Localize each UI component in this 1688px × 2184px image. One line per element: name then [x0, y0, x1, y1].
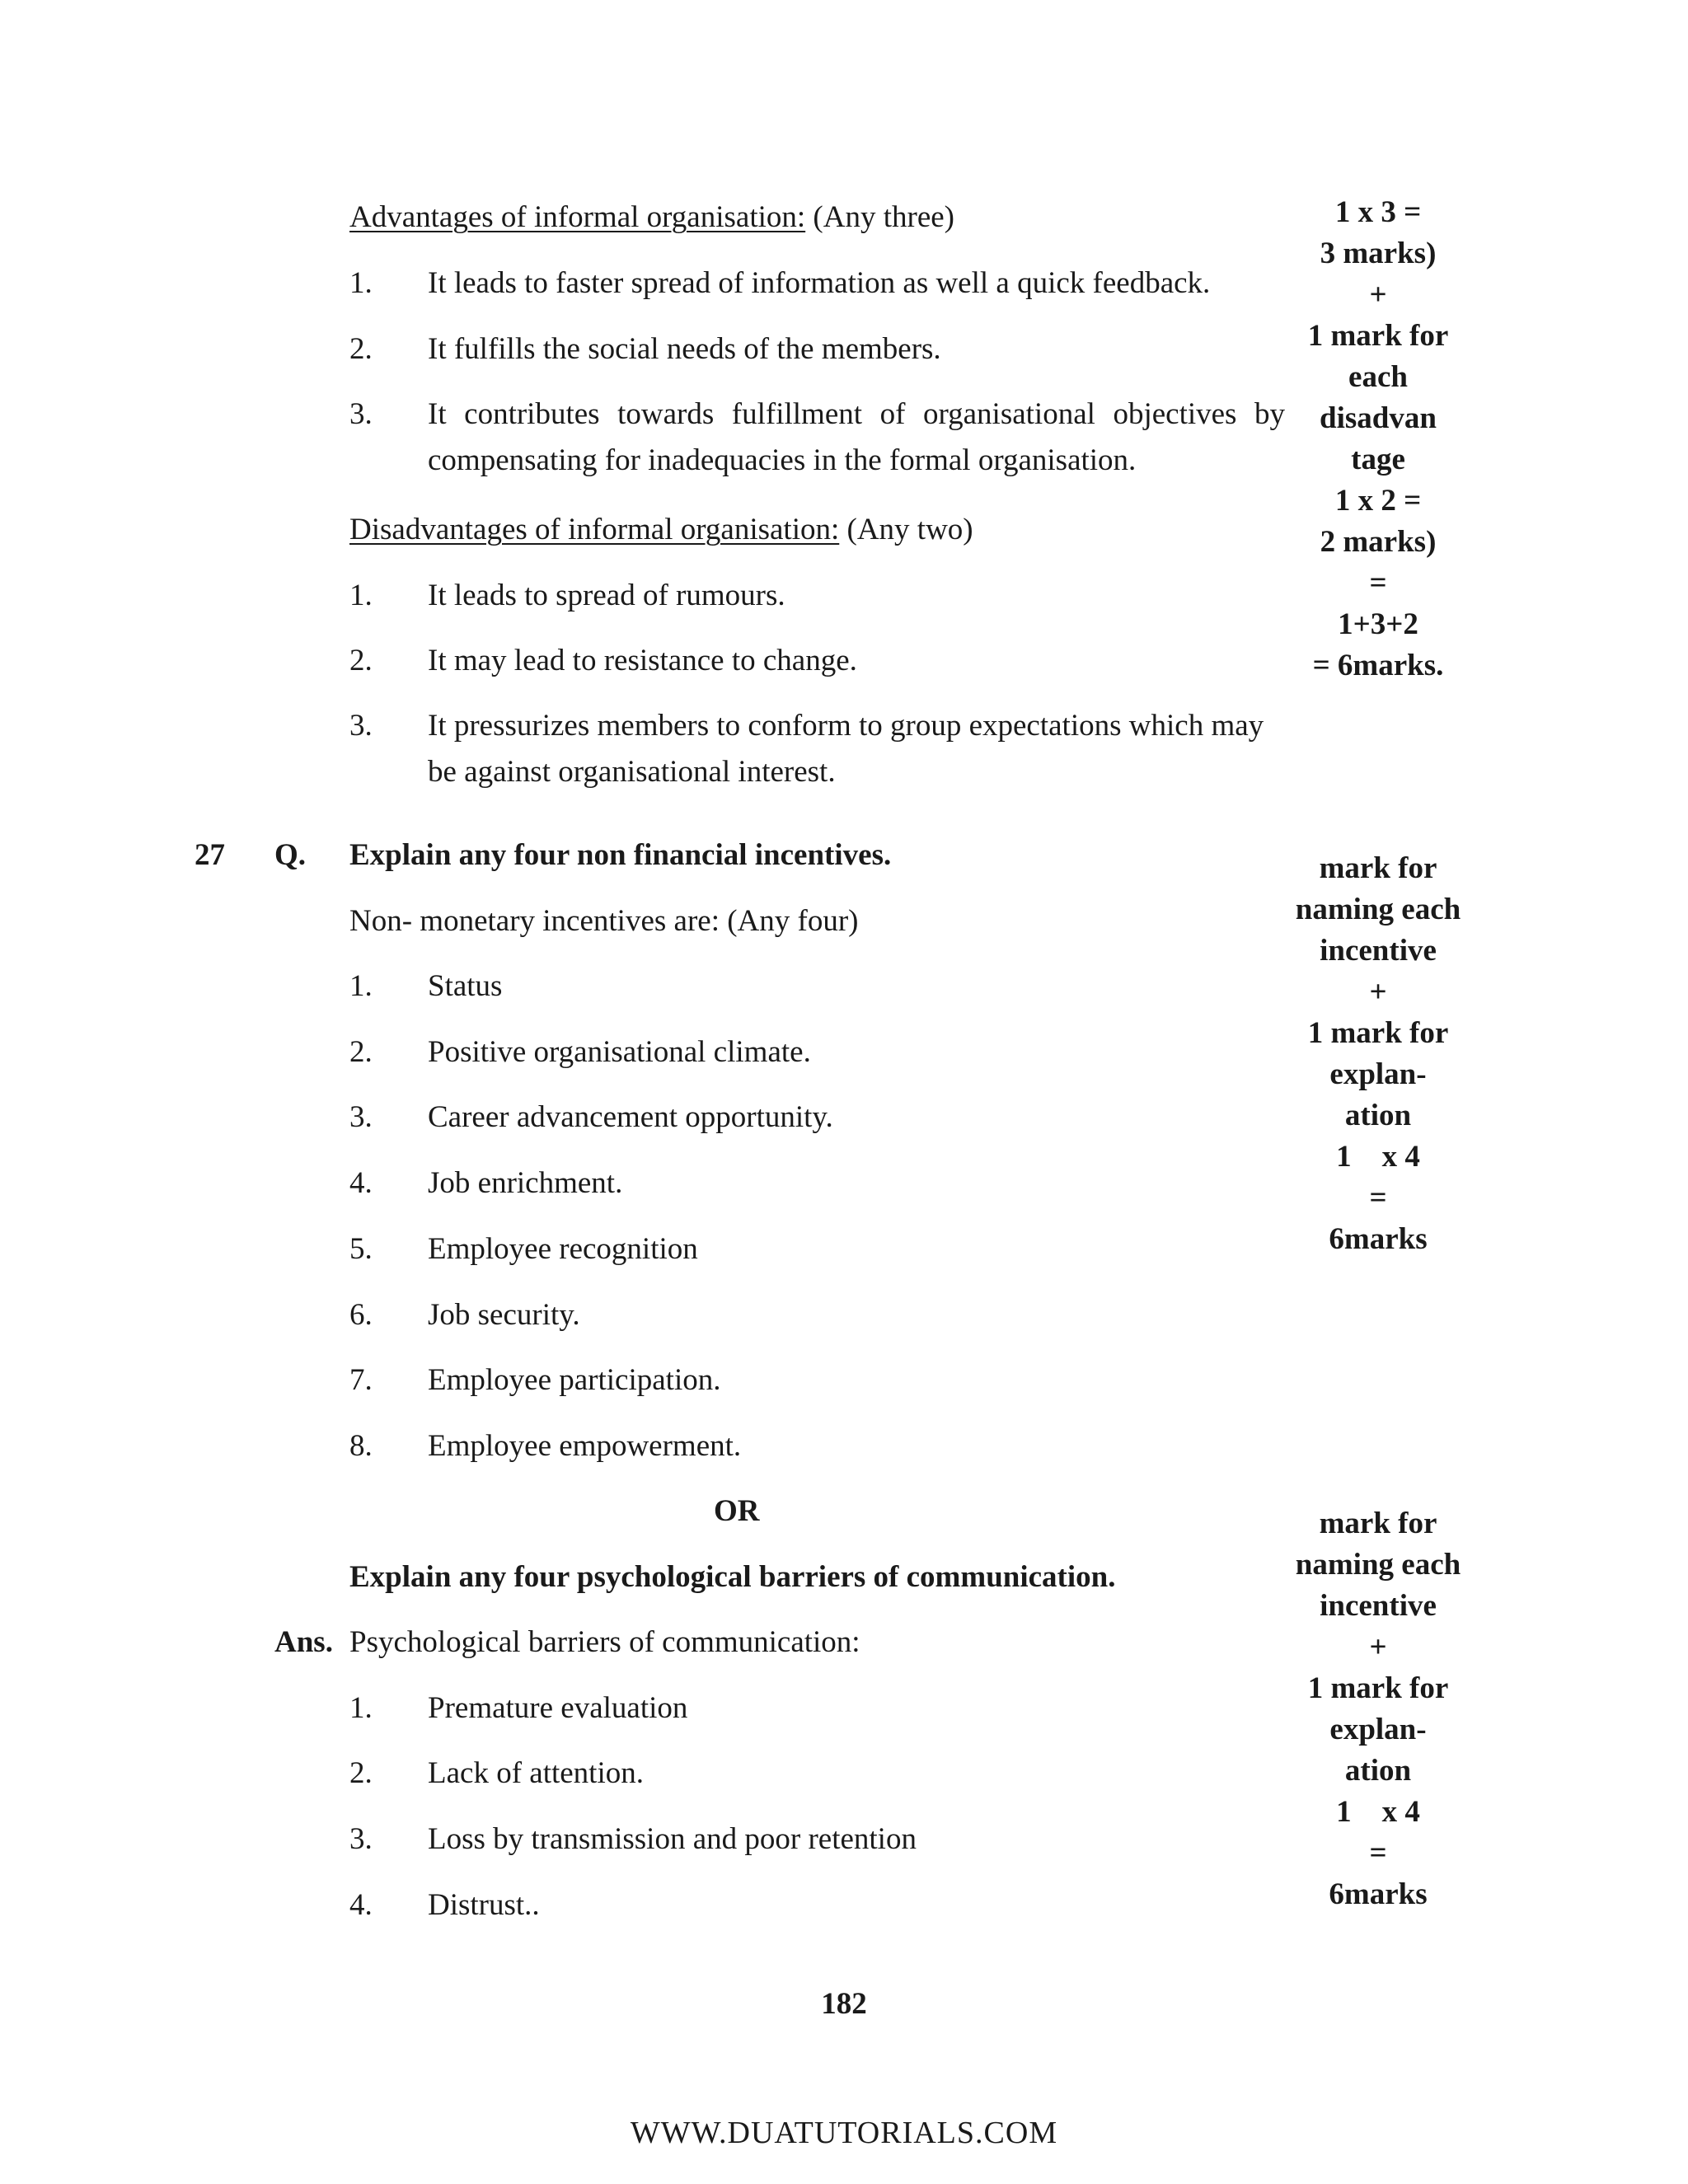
marks-line: each — [1348, 360, 1408, 394]
list-item: It leads to spread of rumours. — [428, 579, 785, 612]
answer-intro: Non- monetary incentives are: (Any four) — [349, 904, 859, 938]
marks-line: 6marks — [1329, 1222, 1428, 1256]
marks-line: 1 x 4 — [1336, 1795, 1420, 1829]
marks-line: = — [1369, 1181, 1387, 1215]
list-item: It leads to faster spread of information as well a quick feedback. — [428, 266, 1211, 300]
list-item: It pressurizes members to conform to group expectations which may be against organisational interest. — [428, 709, 1264, 789]
disadvantages-note: (Any two) — [846, 513, 973, 546]
marks-scheme-barriers — [1271, 1503, 1485, 1915]
marks-line: explan- — [1329, 1713, 1427, 1746]
list-item-number: 3. — [349, 397, 373, 431]
marks-line: + — [1369, 1630, 1387, 1664]
list-item: Employee empowerment. — [428, 1429, 742, 1463]
list-item: It may lead to resistance to change. — [428, 644, 857, 677]
website-footer: WWW.DUATUTORIALS.COM — [630, 2116, 1058, 2150]
question-text: Explain any four psychological barriers of communication. — [349, 1560, 1116, 1594]
marks-line: 1 mark for — [1307, 1016, 1449, 1050]
marks-line: 1 x 4 — [1336, 1140, 1420, 1174]
marks-line: 6marks — [1329, 1877, 1428, 1911]
list-item: Status — [428, 969, 503, 1003]
question-text: Explain any four non financial incentives. — [349, 838, 892, 872]
list-item-number: 8. — [349, 1429, 373, 1463]
list-item-number: 1. — [349, 1691, 373, 1725]
or-divider: OR — [714, 1494, 760, 1528]
list-item-number: 6. — [349, 1298, 373, 1332]
marks-line: ation — [1344, 1754, 1412, 1788]
list-item: Job security. — [428, 1298, 580, 1332]
marks-line: naming each — [1295, 893, 1461, 926]
list-item: Employee recognition — [428, 1232, 698, 1266]
marks-line: 1 mark for — [1307, 1671, 1449, 1705]
disadvantages-heading: Disadvantages of informal organisation: — [349, 513, 840, 546]
marks-line: = — [1369, 1836, 1387, 1870]
list-item-number: 1. — [349, 266, 373, 300]
marks-line: ation — [1344, 1099, 1412, 1132]
marks-line: 1 mark for — [1307, 319, 1449, 353]
marks-line: tage — [1351, 443, 1405, 476]
marks-line: mark for — [1319, 1507, 1437, 1540]
marks-line: 1 x 3 = — [1334, 195, 1422, 229]
marks-line: naming each — [1295, 1548, 1461, 1582]
question-number: 27 — [195, 838, 225, 872]
marks-line: 2 marks) — [1320, 525, 1437, 559]
list-item: Career advancement opportunity. — [428, 1100, 833, 1134]
list-item-number: 4. — [349, 1888, 373, 1922]
marks-scheme-incentives — [1271, 848, 1485, 1260]
marks-line: 3 marks) — [1320, 237, 1437, 270]
list-item: Positive organisational climate. — [428, 1035, 811, 1069]
list-item-number: 4. — [349, 1166, 373, 1200]
answer-intro: Psychological barriers of communication: — [349, 1625, 860, 1659]
list-item-number: 3. — [349, 1822, 373, 1856]
list-item: Distrust.. — [428, 1888, 540, 1922]
list-item-number: 2. — [349, 1756, 373, 1790]
list-item-number: 1. — [349, 969, 373, 1003]
list-item: Premature evaluation — [428, 1691, 688, 1725]
list-item-number: 3. — [349, 709, 373, 743]
list-item: It contributes towards fulfillment of organisational objectives by compensating for inadequacies in the formal organisation. — [428, 397, 1285, 477]
advantages-heading-line — [349, 194, 954, 241]
list-item: Loss by transmission and poor retention — [428, 1822, 917, 1856]
marks-line: mark for — [1319, 851, 1437, 885]
list-item: Job enrichment. — [428, 1166, 623, 1200]
list-item-number: 1. — [349, 579, 373, 612]
marks-line: + — [1369, 278, 1387, 312]
marks-line: incentive — [1320, 1589, 1437, 1623]
marks-line: explan- — [1329, 1057, 1427, 1091]
list-item-number: 5. — [349, 1232, 373, 1266]
page-number: 182 — [821, 1987, 867, 2021]
advantages-note: (Any three) — [813, 200, 954, 234]
marks-line: = — [1369, 566, 1387, 600]
list-item-number: 2. — [349, 1035, 373, 1069]
question-label: Q. — [274, 838, 307, 872]
disadvantages-heading-line — [349, 507, 973, 553]
list-item-number: 3. — [349, 1100, 373, 1134]
marks-line: 1+3+2 — [1338, 607, 1418, 641]
marks-line: 1 x 2 = — [1334, 484, 1422, 518]
list-item: Lack of attention. — [428, 1756, 644, 1790]
list-item: It fulfills the social needs of the members. — [428, 332, 941, 366]
list-item: Employee participation. — [428, 1363, 721, 1397]
marks-scheme-informal — [1271, 192, 1485, 687]
marks-line: = 6marks. — [1312, 649, 1444, 682]
answer-label: Ans. — [274, 1625, 333, 1659]
list-item-number: 7. — [349, 1363, 373, 1397]
marks-line: incentive — [1320, 934, 1437, 968]
advantages-heading: Advantages of informal organisation: — [349, 200, 806, 234]
list-item-number: 2. — [349, 332, 373, 366]
list-item-number: 2. — [349, 644, 373, 677]
marks-line: disadvan — [1320, 401, 1437, 435]
marks-line: + — [1369, 975, 1387, 1009]
